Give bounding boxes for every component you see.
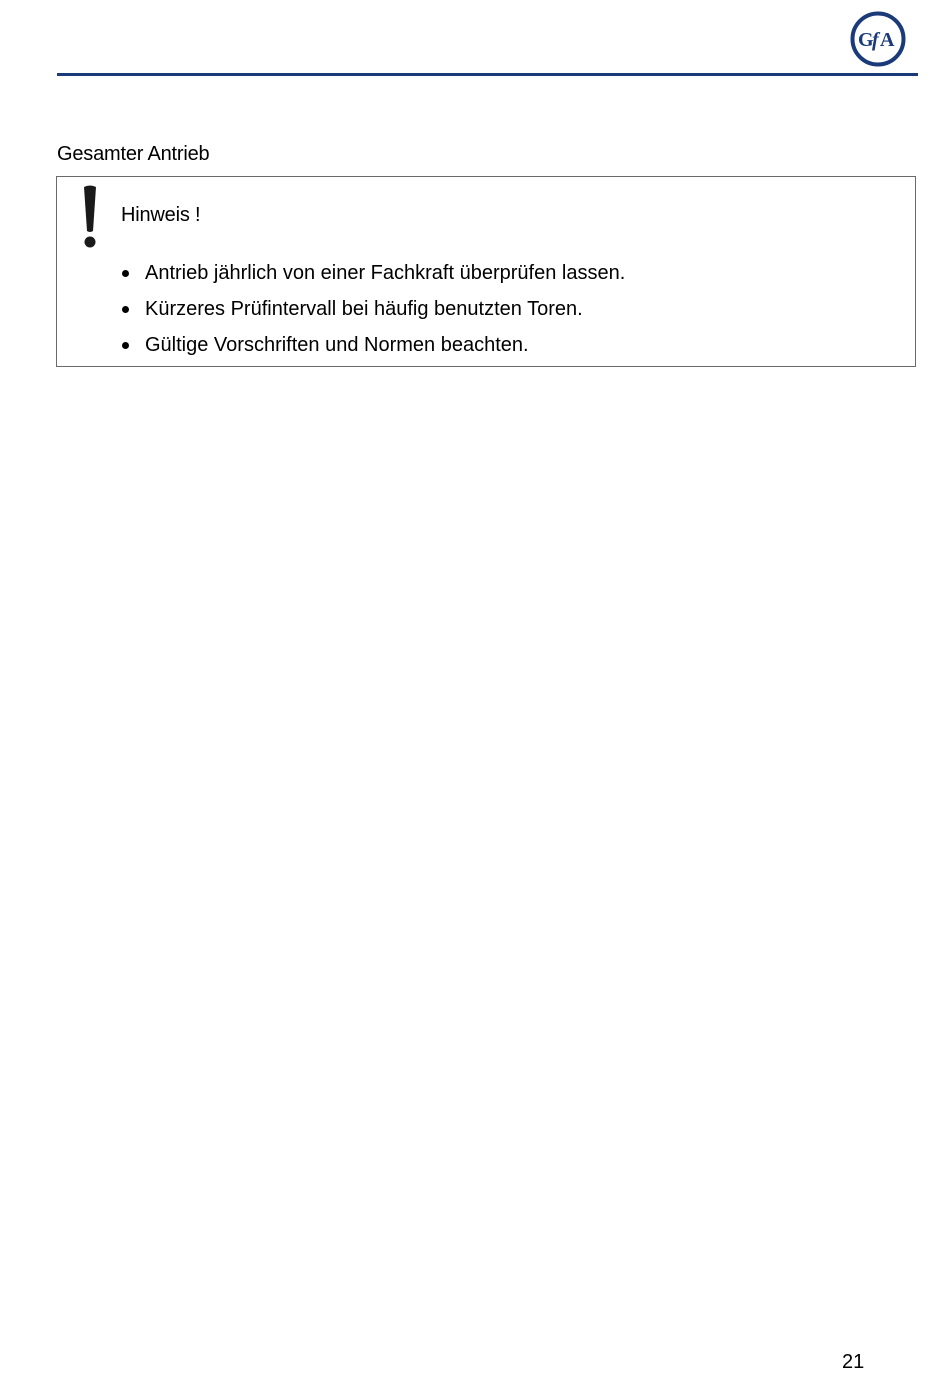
svg-text:G: G bbox=[858, 29, 874, 51]
list-item bbox=[121, 331, 625, 367]
list-item bbox=[121, 259, 625, 295]
list-item bbox=[121, 295, 625, 331]
header-rule bbox=[57, 73, 918, 76]
svg-text:f: f bbox=[872, 29, 879, 51]
bullet-icon bbox=[122, 270, 129, 277]
list-item-text: Kürzeres Prüfintervall bei häufig benutzten Toren. bbox=[145, 298, 583, 320]
list-item-text: Gültige Vorschriften und Normen beachten. bbox=[145, 334, 529, 356]
bullet-icon bbox=[122, 342, 129, 349]
page-number: 21 bbox=[842, 1351, 865, 1373]
exclamation-icon bbox=[80, 184, 100, 250]
notice-list bbox=[121, 259, 625, 367]
notice-heading: Hinweis ! bbox=[121, 204, 201, 226]
bullet-icon bbox=[122, 306, 129, 313]
section-title: Gesamter Antrieb bbox=[57, 143, 210, 165]
gfa-logo bbox=[850, 11, 906, 67]
list-item-text: Antrieb jährlich von einer Fachkraft überprüfen lassen. bbox=[145, 262, 626, 284]
svg-text:A: A bbox=[880, 29, 895, 51]
